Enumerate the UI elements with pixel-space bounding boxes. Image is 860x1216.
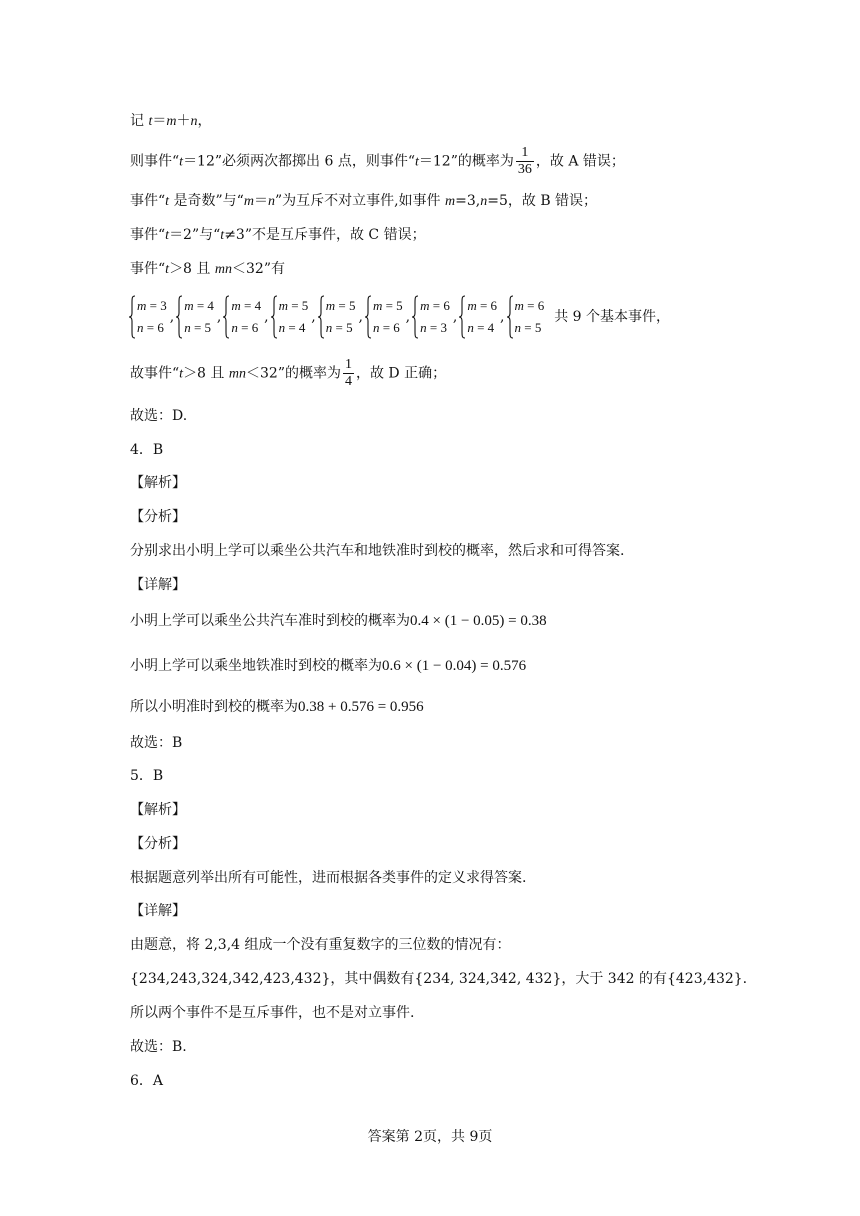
equation-bottom: n = 6 [231, 320, 259, 335]
q5-analysis: 根据题意列举出所有可能性，进而根据各类事件的定义求得答案. [130, 870, 527, 886]
system-separator: , [500, 309, 505, 325]
equation-top: m = 4 [231, 298, 262, 313]
equation-system [317, 295, 356, 339]
q5-section-fenxi: 【分析】 [130, 836, 186, 852]
equation-system [270, 295, 309, 339]
equation-top: m = 6 [514, 298, 545, 313]
page-footer: 答案第 2页，共 9页 [367, 1129, 493, 1145]
question-4-number: 4．B [130, 442, 164, 458]
q4-bus-line: 小明上学可以乘坐公共汽车准时到校的概率为0.4 × (1 − 0.05) = 0.38 [130, 613, 547, 629]
left-brace-icon [364, 295, 372, 339]
line-event-d-probability: 故事件“t＞8 且 mn＜32”的概率为 $\frac{1}{4}$ ，故 D 正确； [130, 357, 447, 389]
equation-bottom: n = 4 [278, 320, 306, 335]
answer-q5: 故选：B. [130, 1039, 187, 1055]
q4-section-fenxi: 【分析】 [130, 509, 186, 525]
equation-bottom: n = 5 [514, 320, 542, 335]
q5-section-xiangjie: 【详解】 [130, 903, 186, 919]
equation-bottom: n = 6 [372, 320, 400, 335]
equation-system [458, 295, 497, 339]
fraction-1-36: $\frac{1}{36}$ [517, 145, 532, 177]
equation-system [175, 295, 214, 339]
left-brace-icon [411, 295, 419, 339]
equation-top: m = 5 [278, 298, 309, 313]
system-separator: , [405, 309, 411, 325]
system-separator: , [311, 309, 316, 325]
equation-bottom: n = 5 [325, 320, 353, 335]
left-brace-icon [458, 295, 466, 339]
q4-analysis: 分别求出小明上学可以乘坐公共汽车和地铁准时到校的概率，然后求和可得答案. [130, 543, 625, 559]
equation-system [128, 295, 167, 339]
q5-section-jiexi: 【解析】 [130, 802, 186, 818]
question-5-number: 5．B [130, 768, 164, 784]
line-event-a: 则事件“t＝12”必须两次都掷出 6 点，则事件“t＝12”的概率为 $\frac{1}{36}$ ，故 A 错误； [130, 145, 625, 177]
equation-bottom: n = 4 [467, 320, 495, 335]
equation-system [222, 295, 261, 339]
line-event-d: 事件“t＞8 且 mn＜32”有 [130, 261, 285, 277]
system-separator: , [216, 309, 222, 325]
q4-total-line: 所以小明准时到校的概率为0.38 + 0.576 = 0.956 [130, 699, 424, 715]
q5-detail-1: 由题意，将 2,3,4 组成一个没有重复数字的三位数的情况有： [130, 937, 511, 953]
equation-bottom: n = 5 [184, 320, 212, 335]
q4-subway-line: 小明上学可以乘坐地铁准时到校的概率为0.6 × (1 − 0.04) = 0.576 [130, 658, 527, 674]
left-brace-icon [175, 295, 183, 339]
q5-detail-2: {234,243,324,342,423,432}，其中偶数有{234, 324,342, 432}，大于 342 的有{423,432}. [130, 971, 748, 987]
left-brace-icon [317, 295, 325, 339]
question-6-number: 6．A [130, 1073, 164, 1089]
equation-bottom: n = 3 [420, 320, 447, 335]
system-separator: , [264, 309, 269, 325]
answer-q4: 故选：B [130, 735, 183, 751]
fraction-1-4: $\frac{1}{4}$ [344, 357, 352, 389]
equation-system [411, 295, 450, 339]
left-brace-icon [222, 295, 230, 339]
equation-top: m = 5 [325, 298, 356, 313]
left-brace-icon [506, 295, 514, 339]
equation-top: m = 5 [372, 298, 403, 313]
q4-section-jiexi: 【解析】 [130, 475, 186, 491]
line-event-c: 事件“t＝2”与“t≠3”不是互斥事件，故 C 错误； [130, 227, 426, 243]
q4-section-xiangjie: 【详解】 [130, 577, 186, 593]
system-separator: , [358, 309, 363, 325]
line-define-t: 记 t＝m＋n， [130, 113, 212, 129]
equation-bottom: n = 6 [137, 320, 164, 335]
equation-top: m = 4 [184, 298, 214, 313]
system-separator: , [452, 309, 458, 325]
equation-system [364, 295, 403, 339]
equation-systems-row: m = 3 n = 6 , m = 4 n = 5 , m = 4 n = 6 , m = 5 n = 4 , m = 5 n = 5 , m = 5 n = 6 , m = 6 n = 3 , m = 6 n = 4 , m = 6 n = 5 共 9 个基本事件， [128, 295, 670, 339]
equation-top: m = 6 [420, 298, 450, 313]
left-brace-icon [128, 295, 136, 339]
equation-top: m = 3 [137, 298, 167, 313]
equation-top: m = 6 [467, 298, 498, 313]
equation-system [506, 295, 545, 339]
answer-q3: 故选：D. [130, 408, 188, 424]
line-event-b: 事件“t 是奇数”与“m＝n”为互斥不对立事件,如事件 m=3,n=5，故 B 错误； [130, 193, 598, 209]
system-separator: , [169, 309, 175, 325]
q5-detail-3: 所以两个事件不是互斥事件，也不是对立事件. [130, 1005, 415, 1021]
left-brace-icon [270, 295, 278, 339]
